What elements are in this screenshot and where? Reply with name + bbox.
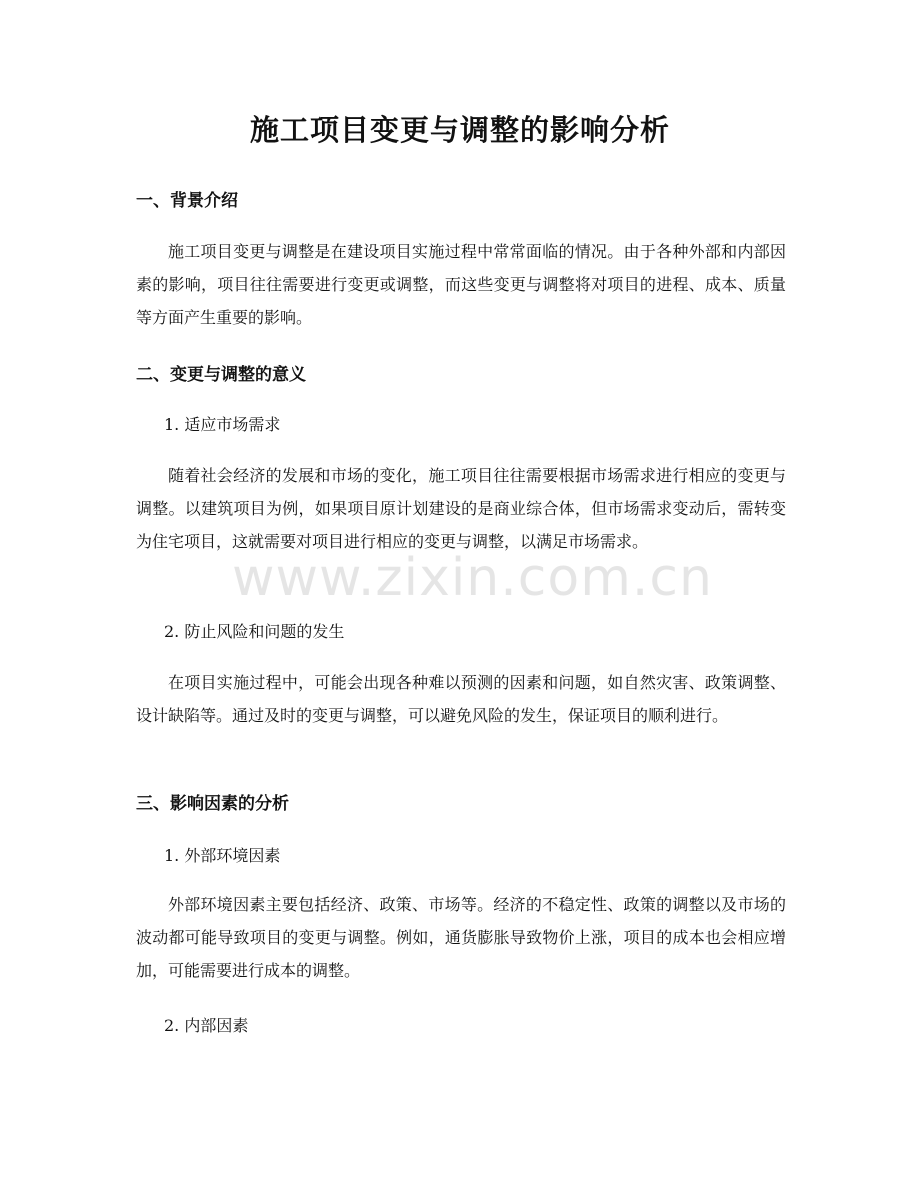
subheading-risk-prevention: 2. 防止风险和问题的发生 xyxy=(164,622,345,641)
section-heading-factors: 三、影响因素的分析 xyxy=(136,794,289,814)
subheading-market-demand: 1. 适应市场需求 xyxy=(164,415,281,434)
watermark-text: www.zixin.com.cn xyxy=(232,548,713,608)
subheading-internal-factors: 2. 内部因素 xyxy=(164,1016,249,1035)
section-paragraph-background: 施工项目变更与调整是在建设项目实施过程中常常面临的情况。由于各种外部和内部因素的影响，项目往往需要进行变更或调整，而这些变更与调整将对项目的进程、成本、质量等方面产生重要的影响。 xyxy=(136,242,786,327)
paragraph-external-factors: 外部环境因素主要包括经济、政策、市场等。经济的不稳定性、政策的调整以及市场的波动都可能导致项目的变更与调整。例如，通货膨胀导致物价上涨，项目的成本也会相应增加，可能需要进行成本的调整。 xyxy=(136,895,786,980)
document-title: 施工项目变更与调整的影响分析 xyxy=(249,113,670,147)
section-heading-significance: 二、变更与调整的意义 xyxy=(136,365,306,385)
section-heading-background: 一、背景介绍 xyxy=(136,191,238,211)
subheading-external-factors: 1. 外部环境因素 xyxy=(164,846,281,865)
paragraph-risk-prevention: 在项目实施过程中，可能会出现各种难以预测的因素和问题，如自然灾害、政策调整、设计缺陷等。通过及时的变更与调整，可以避免风险的发生，保证项目的顺利进行。 xyxy=(136,673,786,725)
paragraph-market-demand: 随着社会经济的发展和市场的变化，施工项目往往需要根据市场需求进行相应的变更与调整。以建筑项目为例，如果项目原计划建设的是商业综合体，但市场需求变动后，需转变为住宅项目，这就需要对项目进行相应的变更与调整，以满足市场需求。 xyxy=(136,466,786,551)
